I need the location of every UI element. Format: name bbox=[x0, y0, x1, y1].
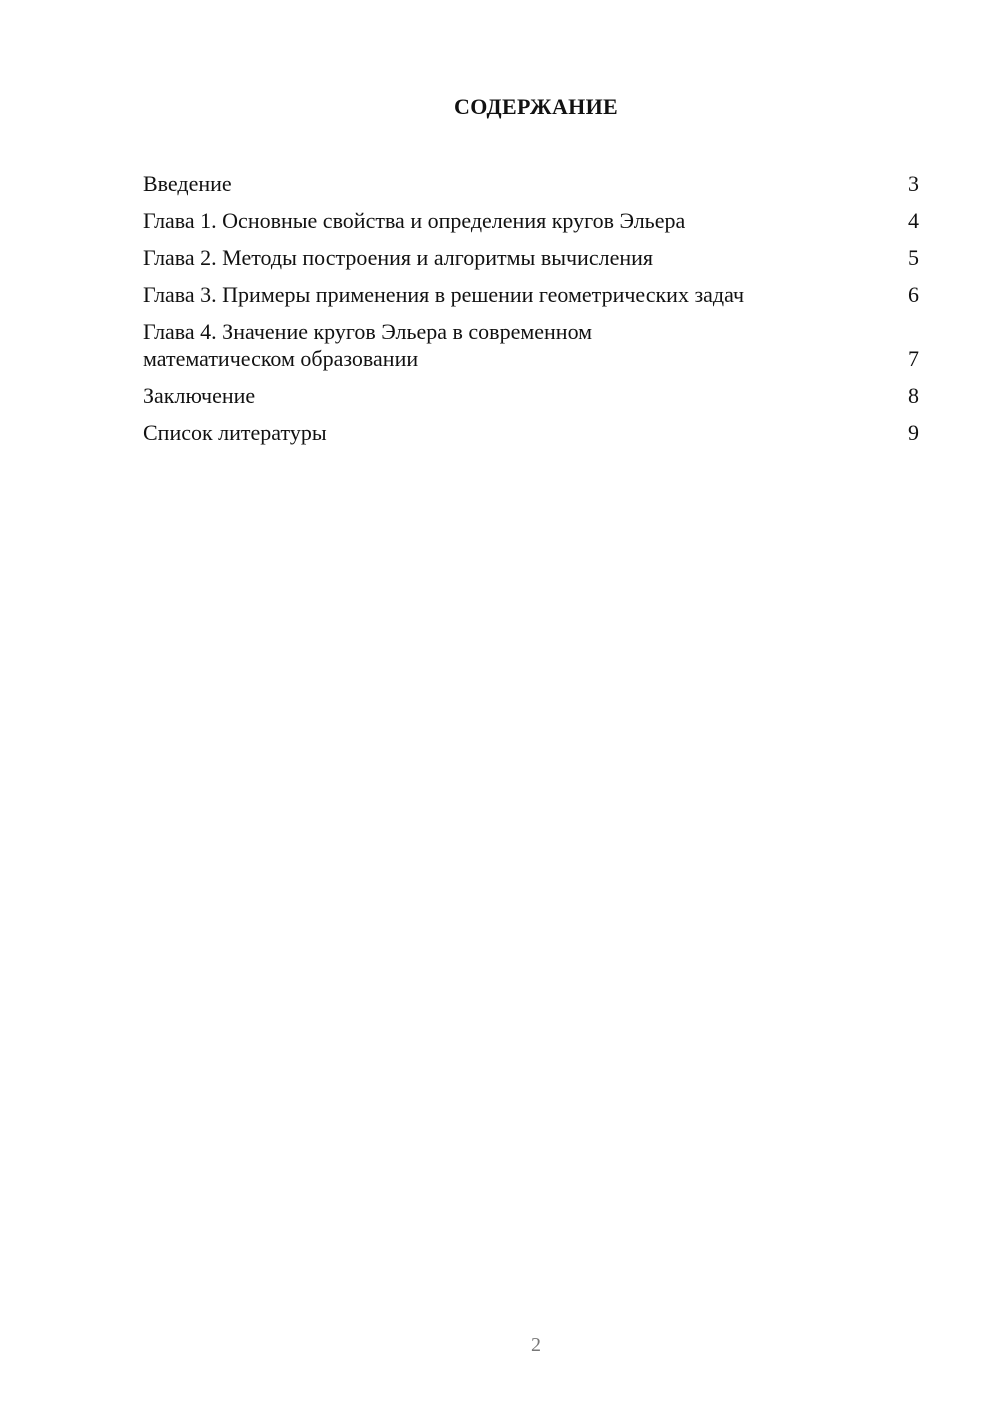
toc-entry-title: Глава 4. Значение кругов Эльера в современном математическом образовании bbox=[143, 319, 593, 371]
table-of-contents bbox=[143, 170, 919, 456]
toc-entry-page: 9 bbox=[908, 420, 919, 445]
toc-entry-page: 4 bbox=[908, 208, 919, 233]
toc-entry-chapter-4 bbox=[143, 318, 919, 372]
toc-entry-chapter-3 bbox=[143, 281, 919, 308]
toc-entry-chapter-2 bbox=[143, 244, 919, 271]
page-number: 2 bbox=[531, 1334, 541, 1356]
toc-entry-title: Глава 3. Примеры применения в решении геометрических задач bbox=[143, 282, 745, 307]
toc-entry-title: Список литературы bbox=[143, 420, 327, 445]
toc-entry-title: Введение bbox=[143, 171, 232, 196]
toc-entry-title: Глава 2. Методы построения и алгоритмы вычисления bbox=[143, 245, 653, 270]
toc-entry-references bbox=[143, 419, 919, 446]
toc-entry-conclusion bbox=[143, 382, 919, 409]
page-title: СОДЕРЖАНИЕ bbox=[454, 94, 618, 119]
toc-entry-page: 8 bbox=[908, 383, 919, 408]
toc-entry-chapter-1 bbox=[143, 207, 919, 234]
toc-entry-introduction bbox=[143, 170, 919, 197]
toc-entry-page: 5 bbox=[908, 245, 919, 270]
toc-entry-title: Глава 1. Основные свойства и определения кругов Эльера bbox=[143, 208, 686, 233]
toc-entry-page: 6 bbox=[908, 282, 919, 307]
toc-entry-page: 7 bbox=[908, 346, 919, 371]
toc-entry-title: Заключение bbox=[143, 383, 256, 408]
toc-entry-page: 3 bbox=[908, 171, 919, 196]
